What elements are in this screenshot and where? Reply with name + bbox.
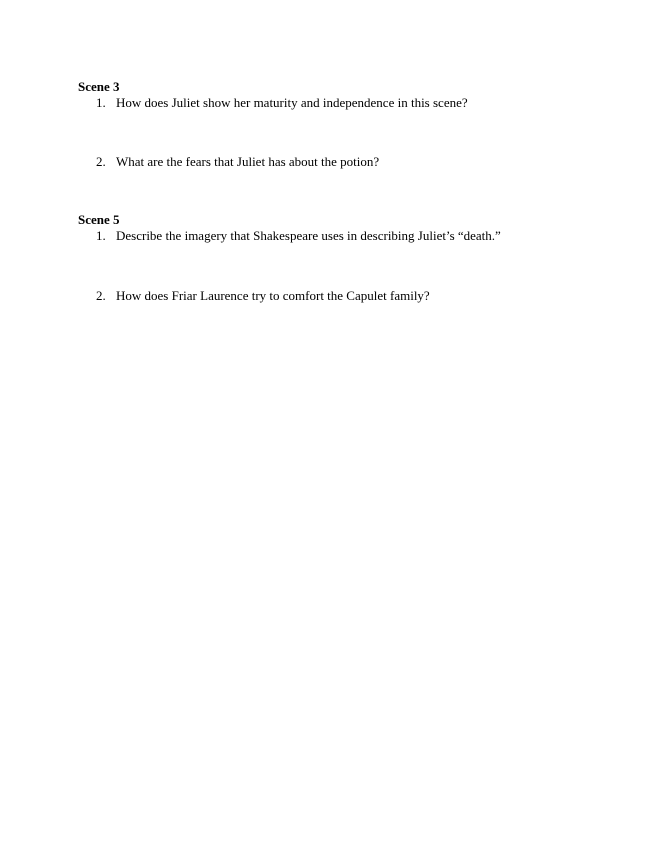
section-heading-scene-3: Scene 3 [78, 79, 120, 94]
question-item [96, 95, 468, 111]
question-text: How does Juliet show her maturity and independence in this scene? [116, 95, 468, 110]
question-text: What are the fears that Juliet has about the potion? [116, 154, 380, 169]
question-item [96, 228, 501, 244]
question-item [96, 288, 430, 304]
question-number: 1. [96, 228, 106, 243]
question-number: 1. [96, 95, 106, 110]
question-item [96, 154, 379, 170]
question-text: How does Friar Laurence try to comfort the Capulet family? [116, 288, 430, 303]
question-number: 2. [96, 288, 106, 303]
question-text: Describe the imagery that Shakespeare uses in describing Juliet’s “death.” [116, 228, 501, 243]
section-heading-scene-5: Scene 5 [78, 212, 120, 227]
question-number: 2. [96, 154, 106, 169]
